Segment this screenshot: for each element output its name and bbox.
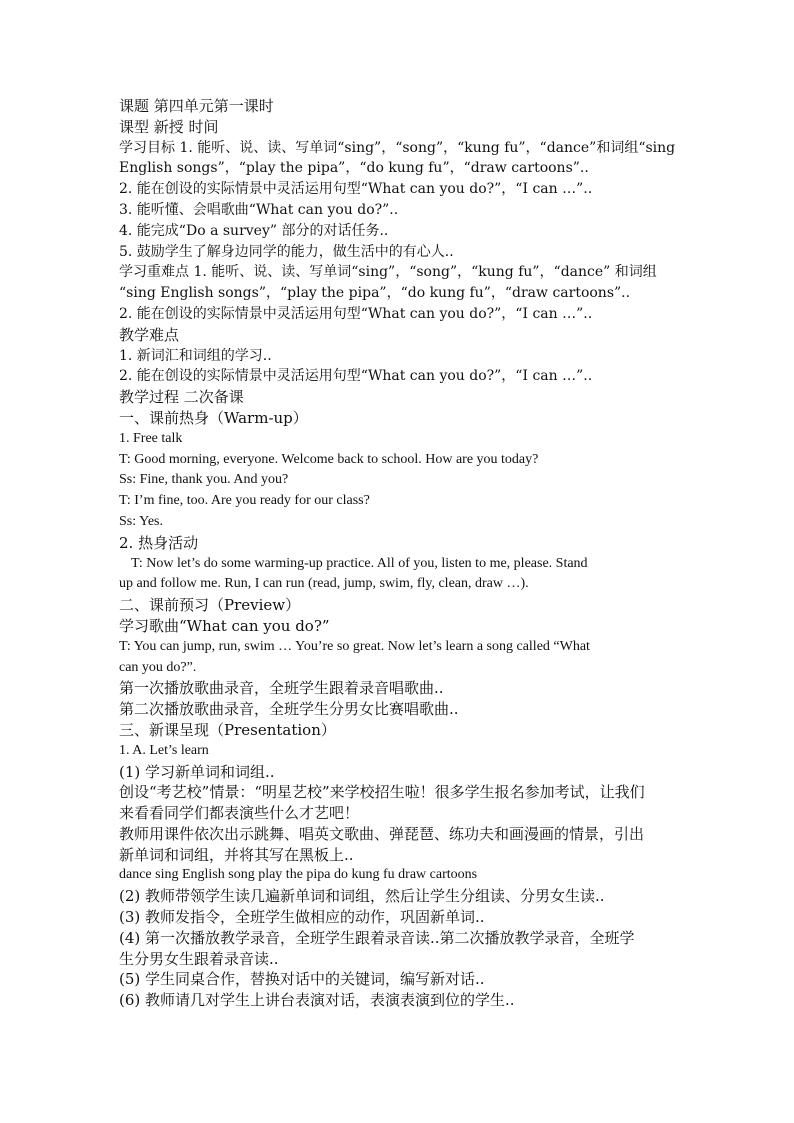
step-line: 创设“考艺校”情景：“明星艺校”来学校招生啦！很多学生报名参加考试，让我们 — [119, 783, 645, 802]
difficulties-line: 2. 能在创设的实际情景中灵活运用句型“What can you do?”，“I can …”.. — [119, 368, 593, 385]
learning-objectives-line: 学习目标 1. 能听、说、读、写单词“sing”，“song”，“kung fu”，“dance”和词组“sing — [119, 139, 676, 156]
dialogue-line: Ss: Fine, thank you. And you? — [119, 472, 289, 488]
dialogue-line: T: Good morning, everyone. Welcome back to school. How are you today? — [119, 451, 539, 467]
learning-objectives-line: English songs”，“play the pipa”，“do kung fu”，“draw cartoons”.. — [119, 160, 589, 177]
dialogue-line: Ss: Yes. — [119, 513, 163, 529]
step-line: (4) 第一次播放教学录音，全班学生跟着录音读..第二次播放教学录音，全班学 — [119, 928, 635, 947]
section-heading-preview: 二、课前预习（Preview） — [119, 596, 301, 615]
step-line: 新单词和词组，并将其写在黑板上.. — [119, 845, 354, 864]
step-line: 第二次播放歌曲录音，全班学生分男女比赛唱歌曲.. — [119, 700, 459, 719]
step-line: 第一次播放歌曲录音，全班学生跟着录音唱歌曲.. — [119, 679, 444, 698]
process-heading: 教学过程 二次备课 — [119, 388, 244, 407]
dialogue-line: can you do?”. — [119, 659, 197, 675]
step-line: 生分男女生跟着录音读.. — [119, 949, 279, 968]
step-line: (5) 学生同桌合作，替换对话中的关键词，编写新对话.. — [119, 970, 485, 989]
step-line: (6) 教师请几对学生上讲台表演对话，表演表演到位的学生.. — [119, 991, 515, 1010]
lesson-plan-document — [119, 96, 679, 1011]
warmup-activity-heading: 2. 热身活动 — [119, 533, 199, 552]
step-line: (2) 教师带领学生读几遍新单词和词组，然后让学生分组读、分男女生读.. — [119, 887, 605, 906]
dialogue-line: T: Now let’s do some warming-up practice. All of you, listen to me, please. Stand — [131, 555, 588, 571]
step-line: (1) 学习新单词和词组.. — [119, 762, 275, 781]
vocabulary-line: dance sing English song play the pipa do kung fu draw cartoons — [119, 867, 478, 883]
dialogue-line: 1. Free talk — [119, 430, 183, 446]
key-points-line: 2. 能在创设的实际情景中灵活运用句型“What can you do?”，“I can …”.. — [119, 305, 593, 322]
learning-objectives-line: 5. 鼓励学生了解身边同学的能力，做生活中的有心人.. — [119, 243, 454, 260]
subsection-heading: 1. A. Let’s learn — [119, 742, 209, 758]
dialogue-line: T: I’m fine, too. Are you ready for our class? — [119, 493, 370, 509]
step-line: 来看看同学们都表演些什么才艺吧！ — [119, 804, 360, 823]
section-heading-warmup: 一、课前热身（Warm-up） — [119, 408, 308, 427]
key-points-line: 学习重难点 1. 能听、说、读、写单词“sing”，“song”，“kung fu”，“dance” 和词组 — [119, 264, 657, 281]
section-heading-presentation: 三、新课呈现（Presentation） — [119, 720, 336, 739]
step-line: (3) 教师发指令，全班学生做相应的动作，巩固新单词.. — [119, 908, 485, 927]
dialogue-line: up and follow me. Run, I can run (read, jump, swim, fly, clean, draw …). — [119, 576, 529, 592]
step-line: 教师用课件依次出示跳舞、唱英文歌曲、弹琵琶、练功夫和画漫画的情景，引出 — [119, 824, 645, 843]
dialogue-line: T: You can jump, run, swim … You’re so great. Now let’s learn a song called “What — [119, 638, 590, 654]
key-points-line: “sing English songs”，“play the pipa”，“do kung fu”，“draw cartoons”.. — [119, 285, 631, 302]
difficulties-line: 1. 新词汇和词组的学习.. — [119, 347, 272, 364]
lesson-title-line: 课题 第四单元第一课时 — [119, 97, 274, 115]
learning-objectives-line: 3. 能听懂、会唱歌曲“What can you do?”.. — [119, 201, 399, 218]
song-heading: 学习歌曲“What can you do?” — [119, 616, 330, 635]
learning-objectives-line: 4. 能完成“Do a survey” 部分的对话任务.. — [119, 222, 389, 239]
difficulties-heading: 教学难点 — [119, 325, 180, 344]
lesson-type-line: 课型 新授 时间 — [119, 117, 219, 136]
learning-objectives-line: 2. 能在创设的实际情景中灵活运用句型“What can you do?”，“I can …”.. — [119, 181, 593, 198]
